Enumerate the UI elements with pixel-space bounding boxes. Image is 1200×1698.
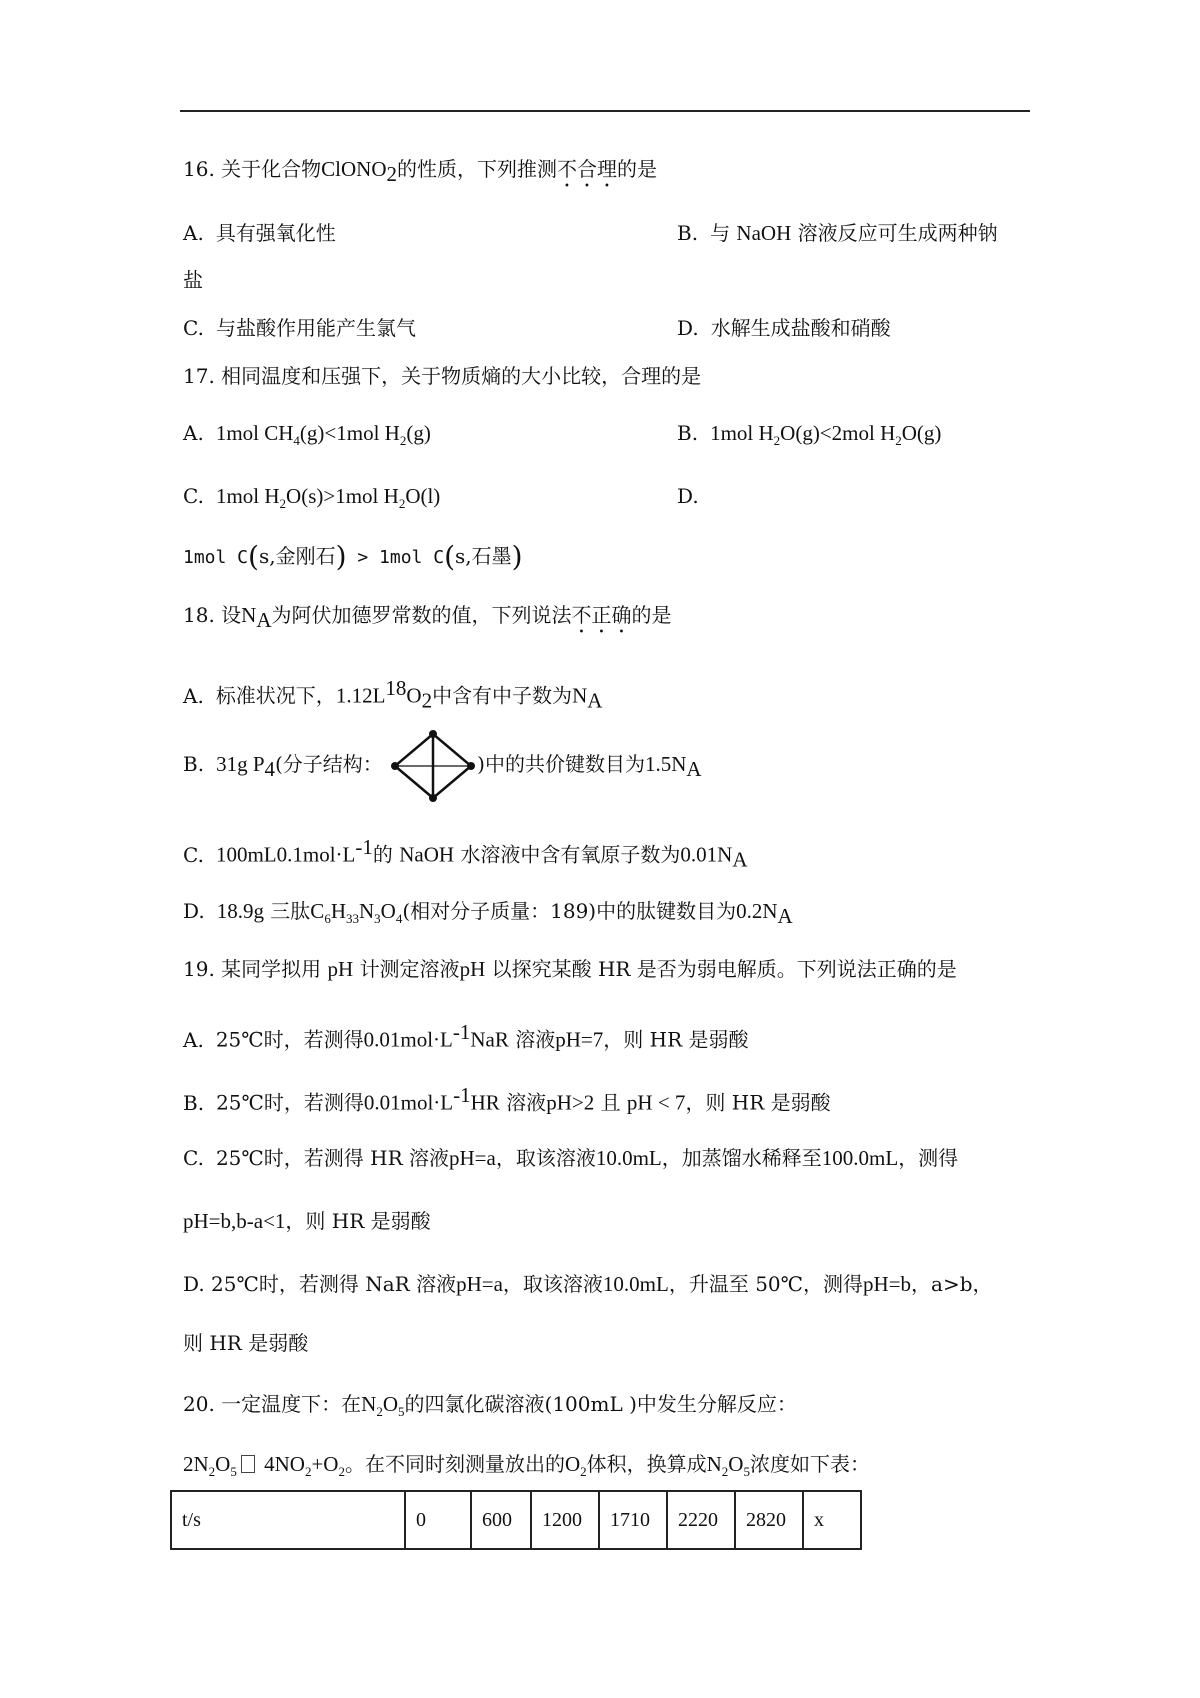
q16-option-b: B. 与 NaOH 溶液反应可生成两种钠 [677, 221, 998, 245]
header-rule [180, 110, 1030, 112]
question-18-stem: 18. 设$N_A$为阿伏加德罗常数的值，下列说法不正确的是 [183, 603, 672, 632]
q17-option-d: 1mol C(s,金刚石) > 1mol C(s,石墨) [183, 540, 523, 573]
equilibrium-arrow-icon [241, 1455, 255, 1473]
q17-option-d-label: D. [677, 484, 699, 508]
question-19-stem: 19. 某同学拟用 pH 计测定溶液pH 以探究某酸 HR 是否为弱电解质。下列说法正确的是 [183, 957, 957, 981]
table-cell: 0 [405, 1491, 471, 1549]
q18-option-c: C. $100mL0.1mol\cdot L^{-1}$的 NaOH 水溶液中含有氧原子数为$0.01N_A$ [183, 835, 748, 872]
q17-option-c: C. 1mol $H_2O(s)>1mol$ $H_2O(l)$ [183, 484, 441, 512]
q19-option-d: D. 25℃时，若测得 NaR 溶液pH=a，取该溶液10.0mL，升温至 50℃，测得pH=b，a>b， [183, 1272, 993, 1296]
table-cell: 600 [471, 1491, 531, 1549]
q19-option-c-wrap: pH=b,b-a<1，则 HR 是弱酸 [183, 1209, 431, 1233]
q18-option-b: B. 31g $P_4$(分子结构： )中的共价键数目为$1.5N_A$ [183, 750, 702, 783]
question-17-stem: 17. 相同温度和压强下，关于物质熵的大小比较，合理的是 [183, 364, 702, 388]
q19-option-d-wrap: 则 HR 是弱酸 [183, 1331, 309, 1355]
q16-option-d: D. 水解生成盐酸和硝酸 [677, 316, 891, 340]
question-20-stem: 20. 一定温度下：在$N_2O_5$的四氯化碳溶液(100mL )中发生分解反应： [183, 1392, 797, 1420]
table-cell: 2820 [735, 1491, 803, 1549]
p4-molecule-diagram [389, 730, 477, 802]
q18-option-a: A. 标准状况下，$1.12L^{18}O_2$中含有中子数为$N_A$ [183, 676, 603, 713]
q16-option-c: C. 与盐酸作用能产生氯气 [183, 316, 416, 340]
question-16-stem: 16. 关于化合物ClONO$_2$的性质，下列推测不合理的是 [183, 157, 658, 186]
table-cell: 2220 [667, 1491, 735, 1549]
q18-option-d: D. 18.9g 三肽$C_6H_{33}N_3O_4$(相对分子质量：189)中的肽键数目为$0.2N_A$ [183, 899, 793, 928]
table-cell: x [803, 1491, 861, 1549]
q17-option-b: B. 1mol $H_2O(g)<2mol$ $H_2O(g)$ [677, 421, 942, 449]
table-header-cell: t/s [171, 1491, 405, 1549]
q16-option-a: A. 具有强氧化性 [183, 221, 336, 245]
concentration-table [170, 1490, 862, 1550]
table-row [171, 1491, 861, 1549]
table-cell: 1200 [531, 1491, 599, 1549]
q16-option-b-wrap: 盐 [183, 268, 203, 292]
q19-option-c: C. 25℃时，若测得 HR 溶液pH=a，取该溶液10.0mL，加蒸馏水稀释至100.0mL，测得 [183, 1146, 959, 1170]
q19-option-b: B. 25℃时，若测得$0.01mol\cdot L^{-1}HR$ 溶液pH>2 且 pH < 7，则 HR 是弱酸 [183, 1083, 831, 1115]
q19-option-a: A. 25℃时，若测得$0.01mol\cdot L^{-1}NaR$ 溶液pH=7，则 HR 是弱酸 [183, 1020, 749, 1052]
table-cell: 1710 [599, 1491, 667, 1549]
q20-equation-line: $2N_2O_5$ $4NO_2+O_2$。在不同时刻测量放出的$O_2$体积，换算成$N_2O_5$浓度如下表： [183, 1452, 870, 1480]
q17-option-a: A. 1mol $CH_4(g)<1mol$ $H_2(g)$ [183, 421, 431, 449]
